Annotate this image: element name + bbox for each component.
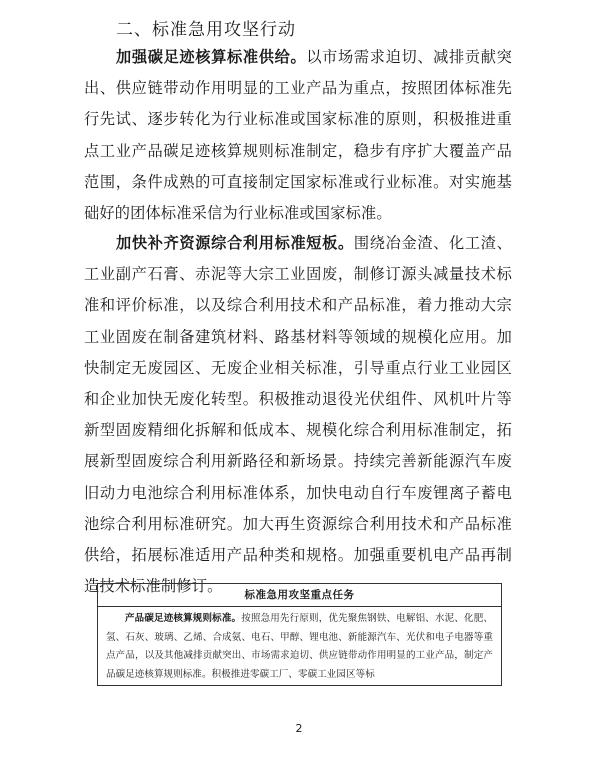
paragraph-resource-utilization [84, 228, 512, 602]
key-tasks-box-title: 标准急用攻坚重点任务 [98, 584, 501, 607]
key-tasks-box-body [98, 607, 501, 684]
section-heading: 二、标准急用攻坚行动 [116, 20, 296, 40]
paragraph-body: 围绕冶金渣、化工渣、工业副产石膏、赤泥等大宗工业固废，制修订源头减量技术标准和评价标准，以及综合利用技术和产品标准，着力推动大宗工业固废在制备建筑材料、路基材料等领域的规模化应用。加快制定无废园区、无废企业相关标准，引导重点行业工业园区和企业加快无废化转型。积极推动退役光伏组件、风机叶片等新型固废精细化拆解和低成本、规模化综合利用标准制定，拓展新型固废综合利用新路径和新场景。持续完善新能源汽车废旧动力电池综合利用标准体系，加快电动自行车废锂离子蓄电池综合利用标准研究。加大再生资源综合利用技术和产品标准供给，拓展标准适用产品种类和规格。加强重要机电产品再制造技术标准制修订。 [84, 234, 513, 596]
paragraph-lead: 加快补齐资源综合利用标准短板。 [116, 234, 354, 252]
key-task-text: 按照急用先行原则，优先聚焦钢铁、电解铝、水泥、化肥、氢、石灰、玻璃、乙烯、合成氨、电石、甲醇、锂电池、新能源汽车、光伏和电子电器等重点产品，以及其他减排贡献突出、市场需求迫切、供应链带动作用明显的工业产品，制定产品碳足迹核算规则标准。积极推进零碳工厂、零碳工业园区等标 [106, 613, 493, 680]
page-number: 2 [295, 722, 303, 735]
key-tasks-box [97, 583, 502, 686]
paragraph-body: 以市场需求迫切、减排贡献突出、供应链带动作用明显的工业产品为重点，按照团体标准先行先试、逐步转化为行业标准或国家标准的原则，积极推进重点工业产品碳足迹核算规则标准制定，稳步有序扩大覆盖产品范围，条件成熟的可直接制定国家标准或行业标准。对实施基础好的团体标准采信为行业标准或国家标准。 [84, 48, 512, 223]
paragraph-lead: 加强碳足迹核算标准供给。 [116, 48, 307, 66]
paragraph-carbon-footprint [84, 42, 512, 229]
key-task-lead: 产品碳足迹核算规则标准。 [125, 613, 242, 624]
